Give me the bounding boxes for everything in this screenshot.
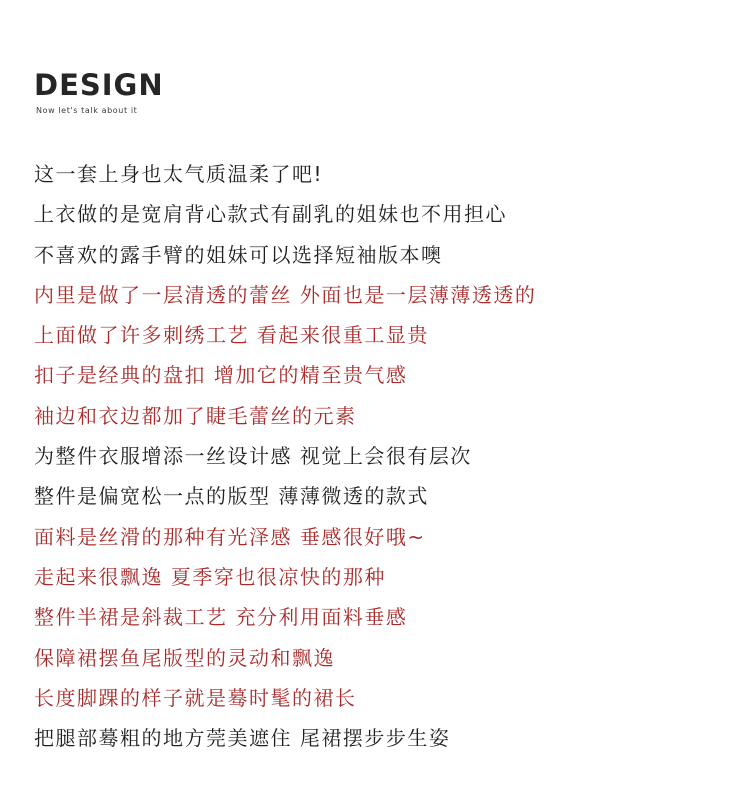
description-line: 为整件衣服增添一丝设计感 视觉上会很有层次 bbox=[34, 444, 472, 469]
description-line: 整件半裙是斜裁工艺 充分利用面料垂感 bbox=[34, 605, 408, 630]
description-line: 内里是做了一层清透的蕾丝 外面也是一层薄薄透透的 bbox=[34, 282, 537, 307]
description-line: 长度脚踝的样子就是蓦时髦的裙长 bbox=[34, 685, 357, 710]
description-line: 扣子是经典的盘扣 增加它的精至贵气感 bbox=[34, 363, 408, 388]
description-line: 这一套上身也太气质温柔了吧! bbox=[34, 162, 324, 186]
description-line: 把腿部蓦粗的地方莞美遮住 尾裙摆步步生姿 bbox=[34, 726, 451, 751]
description-line: 保障裙摆鱼尾版型的灵动和飘逸 bbox=[34, 645, 335, 670]
description-line: 整件是偏宽松一点的版型 薄薄微透的款式 bbox=[34, 484, 429, 509]
description-text-block bbox=[34, 154, 734, 758]
design-header bbox=[34, 66, 164, 116]
description-line: 上衣做的是宽肩背心款式有副乳的姐妹也不用担心 bbox=[34, 202, 507, 227]
description-line: 走起来很飘逸 夏季穿也很凉快的那种 bbox=[34, 564, 386, 589]
section-subtitle: Now let's talk about it bbox=[36, 106, 138, 115]
section-title: DESIGN bbox=[34, 68, 164, 102]
description-line: 不喜欢的露手臂的姐妹可以选择短袖版本噢 bbox=[34, 242, 443, 267]
description-line: 上面做了许多刺绣工艺 看起来很重工显贵 bbox=[34, 323, 429, 348]
description-line: 面料是丝滑的那种有光泽感 垂感很好哦~ bbox=[34, 524, 426, 549]
description-line: 袖边和衣边都加了睫毛蕾丝的元素 bbox=[34, 403, 357, 428]
